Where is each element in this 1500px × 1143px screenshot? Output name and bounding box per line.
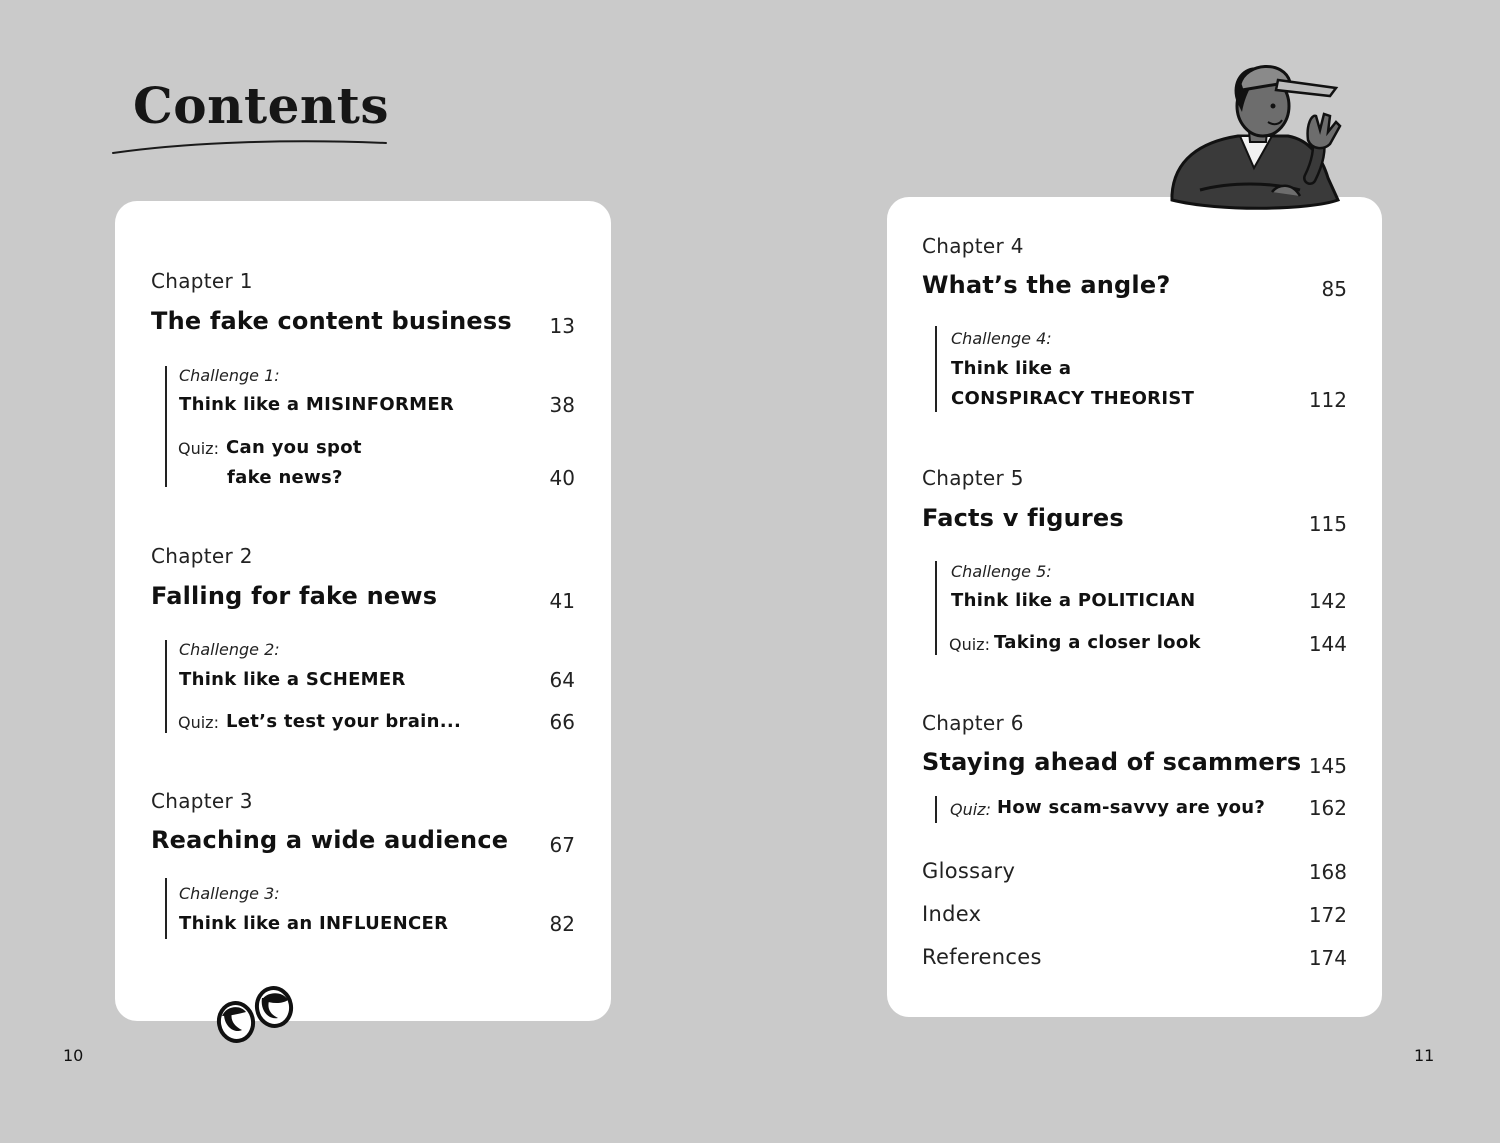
page-title: Contents — [133, 76, 390, 135]
chapter-page: 67 — [549, 833, 575, 857]
chapter-title: Falling for fake news — [151, 582, 438, 610]
entry-divider — [165, 878, 167, 939]
challenge-title-line2: CONSPIRACY THEORIST — [951, 388, 1195, 409]
quiz-title: How scam-savvy are you? — [997, 797, 1266, 818]
chapter-label: Chapter 4 — [922, 234, 1024, 258]
challenge-page: 64 — [549, 668, 575, 692]
challenge-page: 142 — [1308, 589, 1347, 613]
contents-card-left — [115, 201, 611, 1021]
cartoon-eyes-illustration — [212, 984, 298, 1046]
back-matter-page: 168 — [1308, 860, 1347, 884]
chapter-page: 145 — [1308, 754, 1347, 778]
quiz-label: Quiz: — [178, 713, 219, 732]
chapter-page: 85 — [1321, 277, 1347, 301]
quiz-title-line2: fake news? — [227, 467, 343, 488]
back-matter-glossary: Glossary — [922, 859, 1016, 883]
chapter-label: Chapter 3 — [151, 789, 253, 813]
chapter-label: Chapter 6 — [922, 711, 1024, 735]
back-matter-page: 174 — [1308, 946, 1347, 970]
quiz-title: Let’s test your brain... — [226, 711, 462, 732]
page-number-left: 10 — [63, 1046, 84, 1065]
back-matter-references: References — [922, 945, 1042, 969]
challenge-title: Think like a — [951, 358, 1072, 379]
challenge-page: 112 — [1308, 388, 1347, 412]
chapter-title: What’s the angle? — [922, 271, 1171, 299]
challenge-label: Challenge 1: — [179, 366, 280, 385]
chapter-page: 41 — [549, 589, 575, 613]
quiz-label: Quiz: — [178, 439, 219, 458]
chapter-label: Chapter 1 — [151, 269, 253, 293]
chapter-title: The fake content business — [151, 307, 512, 335]
quiz-label: Quiz: — [950, 800, 991, 819]
title-underline — [110, 136, 390, 158]
challenge-title: Think like a POLITICIAN — [951, 590, 1196, 611]
quiz-label: Quiz: — [949, 635, 990, 654]
quiz-page: 162 — [1308, 796, 1347, 820]
quiz-title: Taking a closer look — [994, 632, 1201, 653]
back-matter-index: Index — [922, 902, 982, 926]
chapter-label: Chapter 2 — [151, 544, 253, 568]
entry-divider — [935, 561, 937, 655]
entry-divider — [165, 640, 167, 733]
chapter-title: Facts v figures — [922, 504, 1124, 532]
quiz-page: 40 — [549, 466, 575, 490]
chapter-title: Reaching a wide audience — [151, 826, 509, 854]
chapter-label: Chapter 5 — [922, 466, 1024, 490]
chapter-page: 13 — [549, 314, 575, 338]
quiz-page: 144 — [1308, 632, 1347, 656]
challenge-label: Challenge 4: — [951, 329, 1052, 348]
challenge-page: 38 — [549, 393, 575, 417]
chapter-page: 115 — [1308, 512, 1347, 536]
challenge-title: Think like an INFLUENCER — [179, 913, 449, 934]
challenge-title: Think like a SCHEMER — [179, 669, 406, 690]
challenge-label: Challenge 5: — [951, 562, 1052, 581]
back-matter-page: 172 — [1308, 903, 1347, 927]
entry-divider — [165, 366, 167, 487]
chapter-title: Staying ahead of scammers — [922, 748, 1302, 776]
challenge-label: Challenge 3: — [179, 884, 280, 903]
quiz-page: 66 — [549, 710, 575, 734]
challenge-page: 82 — [549, 912, 575, 936]
contents-card-right — [887, 197, 1382, 1017]
challenge-label: Challenge 2: — [179, 640, 280, 659]
page-number-right: 11 — [1414, 1046, 1435, 1065]
entry-divider — [935, 326, 937, 412]
challenge-title: Think like a MISINFORMER — [179, 394, 455, 415]
quiz-title: Can you spot — [226, 437, 362, 458]
person-with-cap-waving-illustration — [1160, 50, 1360, 215]
entry-divider — [935, 796, 937, 823]
